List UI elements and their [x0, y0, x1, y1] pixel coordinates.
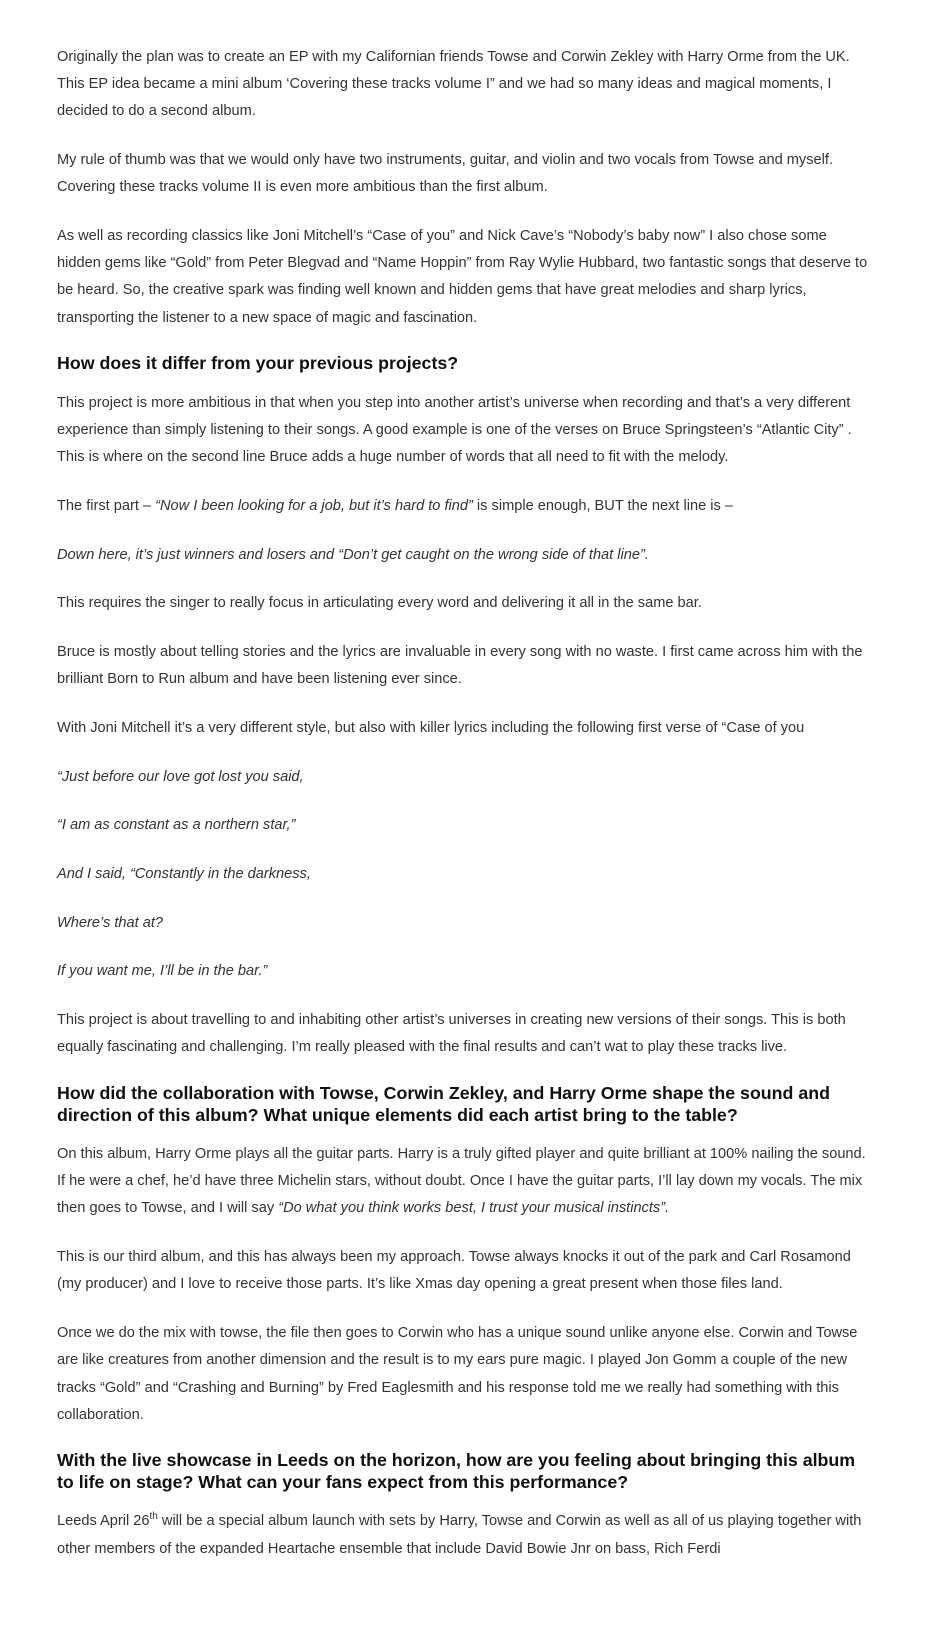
first-part-tail: is simple enough, BUT the next line is –	[472, 497, 733, 514]
paragraph-harry-orme	[57, 1141, 872, 1223]
paragraph-ep-origin: Originally the plan was to create an EP with my Californian friends Towse and Corwin Zekley with Harry Orme from the UK. This EP idea became a mini album ‘Covering these tracks volume I” and we had so many ideas and magical moments, I decided to do a second album.	[57, 49, 850, 120]
paragraph-ambitious: This project is more ambitious in that when you step into another artist’s universe when recording and that’s a very different experience than simply listening to their songs. A good example is one of the verses on Bruce Springsteen’s “Atlantic City” . This is where on the second line Bruce adds a huge number of words that all need to fit with the melody.	[57, 394, 852, 466]
lyric-line-4: Where’s that at?	[57, 914, 163, 931]
paragraph-first-part	[57, 493, 872, 520]
first-part-quote: “Now I been looking for a job, but it’s hard to find”	[155, 497, 473, 514]
paragraph-bruce-stories: Bruce is mostly about telling stories and the lyrics are invaluable in every song with no waste. I first came across him with the brilliant Born to Run album and have been listening ever since.	[57, 644, 863, 688]
heading-previous-projects: How does it differ from your previous projects?	[57, 353, 459, 374]
paragraph-corwin: Once we do the mix with towse, the file then goes to Corwin who has a unique sound unlike anyone else. Corwin and Towse are like creatures from another dimension and the result is to my ears pure magic. I played Jon Gomm a couple of the new tracks “Gold” and “Crashing and Burning” by Fred Eaglesmith and his response told me we really had something with this collaboration.	[57, 1325, 858, 1423]
heading-live-showcase: With the live showcase in Leeds on the horizon, how are you feeling about bringing this album to life on stage? What can your fans expect from this performance?	[57, 1450, 856, 1492]
paragraph-universes: This project is about travelling to and inhabiting other artist’s universes in creating new versions of their songs. This is both equally fascinating and challenging. I’m really pleased with the final results and can’t wat to play these tracks live.	[57, 1012, 846, 1056]
date-suffix: th	[149, 1511, 158, 1523]
lyric-line-2: “I am as constant as a northern star,”	[57, 817, 296, 834]
paragraph-down-here: Down here, it’s just winners and losers and “Don’t get caught on the wrong side of that line”.	[57, 546, 649, 563]
leeds-text: will be a special album launch with sets by Harry, Towse and Corwin as well as all of us playing together with other members of the expanded Heartache ensemble that include David Bowie Jnr on bass, Rich Ferdi	[57, 1513, 862, 1557]
article-body	[57, 44, 872, 1584]
paragraph-classics: As well as recording classics like Joni Mitchell’s “Case of you” and Nick Cave’s “Nobody’s baby now” I also chose some hidden gems like “Gold” from Peter Blegvad and “Name Hoppin” from Ray Wylie Hubbard, two fantastic songs that deserve to be heard. So, the creative spark was finding well known and hidden gems that have great melodies and sharp lyrics, transporting the listener to a new space of magic and fascination.	[57, 228, 868, 326]
paragraph-rule-of-thumb: My rule of thumb was that we would only have two instruments, guitar, and violin and two vocals from Towse and myself. Covering these tracks volume II is even more ambitious than the first album.	[57, 152, 833, 196]
first-part-lead: The first part –	[57, 497, 156, 514]
harry-orme-text: On this album, Harry Orme plays all the guitar parts. Harry is a truly gifted player and quite brilliant at 100% nailing the sound. If he were a chef, he’d have three Michelin stars, without doubt. Once I have the guitar parts, I’ll lay down my vocals. The mix then goes to Towse, and I will say	[57, 1146, 866, 1217]
paragraph-third-album: This is our third album, and this has always been my approach. Towse always knocks it out of the park and Carl Rosamond (my producer) and I love to receive those parts. It’s like Xmas day opening a great present when those files land.	[57, 1249, 851, 1293]
paragraph-leeds-launch	[57, 1508, 872, 1562]
heading-collaboration: How did the collaboration with Towse, Corwin Zekley, and Harry Orme shape the sound and direction of this album? What unique elements did each artist bring to the table?	[57, 1083, 830, 1125]
lyric-line-1: “Just before our love got lost you said,	[57, 768, 304, 785]
paragraph-joni-mitchell: With Joni Mitchell it’s a very different style, but also with killer lyrics including the following first verse of “Case of you	[57, 719, 805, 736]
lyric-line-5: If you want me, I’ll be in the bar.”	[57, 963, 268, 980]
towse-quote: “Do what you think works best, I trust your musical instincts”.	[278, 1200, 670, 1217]
lyric-line-3: And I said, “Constantly in the darkness,	[57, 866, 311, 883]
leeds-date: Leeds April 26	[57, 1513, 150, 1530]
paragraph-singer-focus: This requires the singer to really focus in articulating every word and delivering it all in the same bar.	[57, 595, 702, 612]
